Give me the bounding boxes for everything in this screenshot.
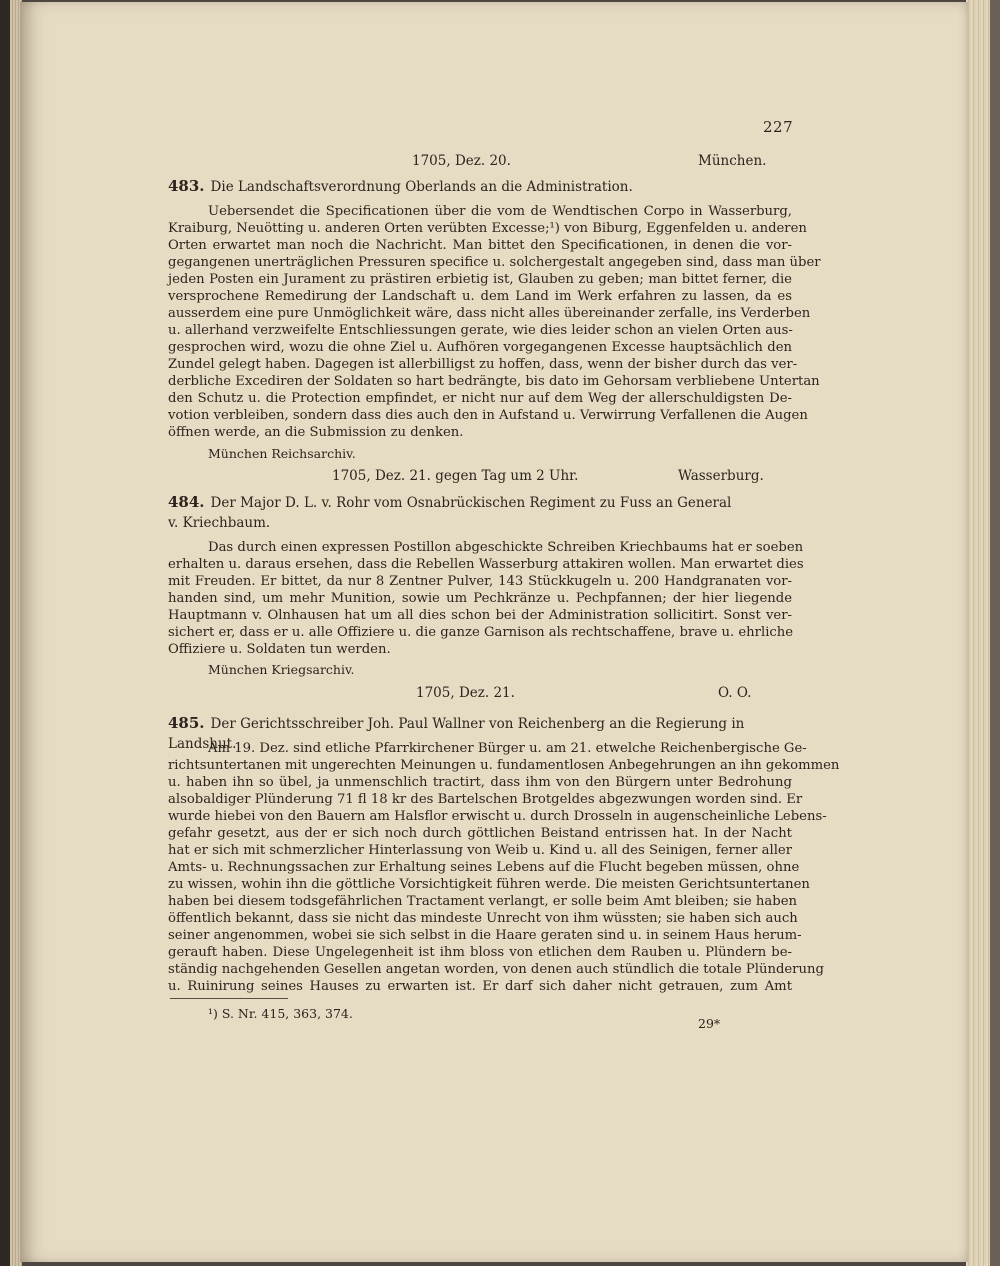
page-edge-shadow [990,0,1000,1266]
entry-title-line: Die Landschaftsverordnung Oberlands an die Administration. [210,179,633,195]
body-line: u. haben ihn so übel, ja unmenschlich tractirt, dass ihm von den Bürgern unter Bedrohung [168,775,792,790]
body-line: jeden Posten ein Jurament zu prästiren erbietig ist, Glauben zu geben; man bittet ferner, die [168,272,792,287]
source-note: München Kriegsarchiv. [208,662,355,677]
body-line: seiner angenommen, wobei sie sich selbst in die Haare geraten sind u. in seinem Haus herum- [168,928,802,943]
body-line: votion verbleiben, sondern dass dies auch den in Aufstand u. Verwirrung Verfallenen die Augen [168,408,808,423]
body-line: mit Freuden. Er bittet, da nur 8 Zentner Pulver, 143 Stückkugeln u. 200 Handgranaten vor- [168,574,792,589]
body-line: u. Ruinirung seines Hauses zu erwarten ist. Er darf sich daher nicht getrauen, zum Amt [168,979,792,994]
body-line: wurde hiebei von den Bauern am Halsflor erwischt u. durch Drosseln in augenscheinliche Lebens- [168,809,827,824]
entry-number: 484. [168,493,205,511]
entry-body [168,203,821,441]
body-line: Uebersendet die Specificationen über die vom de Wendtischen Corpo in Wasserburg, [208,204,792,219]
body-line: Hauptmann v. Olnhausen hat um all dies schon bei der Administration sollicitirt. Sonst ver- [168,608,792,623]
body-line: den Schutz u. die Protection empfindet, er nicht nur auf dem Weg der allerschuldigsten De- [168,391,792,406]
body-line: u. allerhand verzweifelte Entschliessungen gerate, wie dies leider schon an vielen Orten aus- [168,323,793,338]
body-line: gerauft haben. Diese Ungelegenheit ist ihm bloss von etlichen dem Rauben u. Plündern be- [168,945,792,960]
printer-signature: 29* [698,1016,721,1031]
body-line: derbliche Excediren der Soldaten so hart bedrängte, bis dato im Gehorsam verbliebene Untertan [168,374,820,389]
body-line: erhalten u. daraus ersehen, dass die Rebellen Wasserburg attakiren wollen. Man erwartet dies [168,557,804,572]
entry-title-line: v. Kriechbaum. [168,515,271,531]
entry-body [168,539,804,658]
body-line: Das durch einen expressen Postillon abgeschickte Schreiben Kriechbaums hat er soeben [208,540,804,555]
entry-number: 483. [168,177,205,195]
body-line: öffentlich bekannt, dass sie nicht das mindeste Unrecht von ihm wüssten; sie haben sich auch [168,911,798,926]
body-line: gefahr gesetzt, aus der er sich noch durch göttlichen Beistand entrissen hat. In der Nacht [168,826,792,841]
entry-body [168,740,840,995]
body-line: sichert er, dass er u. alle Offiziere u. die ganze Garnison als rechtschaffene, brave u. ehrliche [168,625,794,640]
entry-number: 485. [168,714,205,732]
body-line: ausserdem eine pure Unmöglichkeit wäre, dass nicht alles übereinander zerfalle, ins Verderben [168,306,811,321]
body-line: versprochene Remedirung der Landschaft u. dem Land im Werk erfahren zu lassen, da es [168,289,792,304]
body-line: Kraiburg, Neuötting u. anderen Orten verübten Excesse;¹) von Biburg, Eggenfelden u. anderen [168,221,807,236]
body-line: gesprochen wird, wozu die ohne Ziel u. Aufhören vorgegangenen Excesse hauptsächlich den [168,340,792,355]
footnote: ¹) S. Nr. 415, 363, 374. [208,1006,353,1021]
body-line: zu wissen, wohin ihn die göttliche Vorsichtigkeit führen werde. Die meisten Gerichtsuntertanen [168,877,810,892]
body-line: ständig nachgehenden Gesellen angetan worden, von denen auch stündlich die totale Plünderung [168,962,824,977]
body-line: Amts- u. Rechnungssachen zur Erhaltung seines Lebens auf die Flucht begeben müssen, ohne [168,860,800,875]
body-line: gegangenen unerträglichen Pressuren specifice u. solchergestalt angegeben sind, dass man über [168,255,821,270]
body-line: Offiziere u. Soldaten tun werden. [168,642,391,657]
page-number: 227 [763,118,794,136]
body-line: haben bei diesem todsgefährlichen Tractament verlangt, er solle beim Amt bleiben; sie haben [168,894,798,909]
book-page [20,2,968,1262]
body-line: richtsuntertanen mit ungerechten Meinungen u. fundamentlosen Anbegehrungen an ihn gekommen [168,758,840,773]
body-line: Orten erwartet man noch die Nachricht. Man bittet den Specificationen, in denen die vor- [168,238,792,253]
entry-date: 1705, Dez. 21. gegen Tag um 2 Uhr. [332,468,579,484]
body-line: alsobaldiger Plünderung 71 fl 18 kr des Bartelschen Brotgeldes abgezwungen worden sind. Er [168,792,803,807]
entry-title-line: Der Major D. L. v. Rohr vom Osnabrückischen Regiment zu Fuss an General [210,495,732,511]
body-line: öffnen werde, an die Submission zu denken. [168,425,464,440]
entry-place: München. [698,153,767,169]
source-note: München Reichsarchiv. [208,446,356,461]
footnote-divider [170,998,288,999]
body-line: handen sind, um mehr Munition, sowie um Pechkränze u. Pechpfannen; der hier liegende [168,591,792,606]
entry-title [168,176,778,197]
entry-title-line: Der Gerichtsschreiber Joh. Paul Wallner von Reichenberg an die Regierung in Landshut. [168,716,745,752]
body-line: Zundel gelegt haben. Dagegen ist allerbilligst zu hoffen, dass, wenn der bisher durch das ver- [168,357,798,372]
entry-place: Wasserburg. [678,468,764,484]
entry-date: 1705, Dez. 21. [416,685,515,701]
entry-date: 1705, Dez. 20. [412,153,511,169]
entry-place: O. O. [718,685,752,701]
body-line: hat er sich mit schmerzlicher Hinterlassung von Weib u. Kind u. all des Seinigen, ferner aller [168,843,793,858]
entry-title [168,492,778,533]
body-line: Am 19. Dez. sind etliche Pfarrkirchener Bürger u. am 21. etwelche Reichenbergische Ge- [208,741,807,756]
